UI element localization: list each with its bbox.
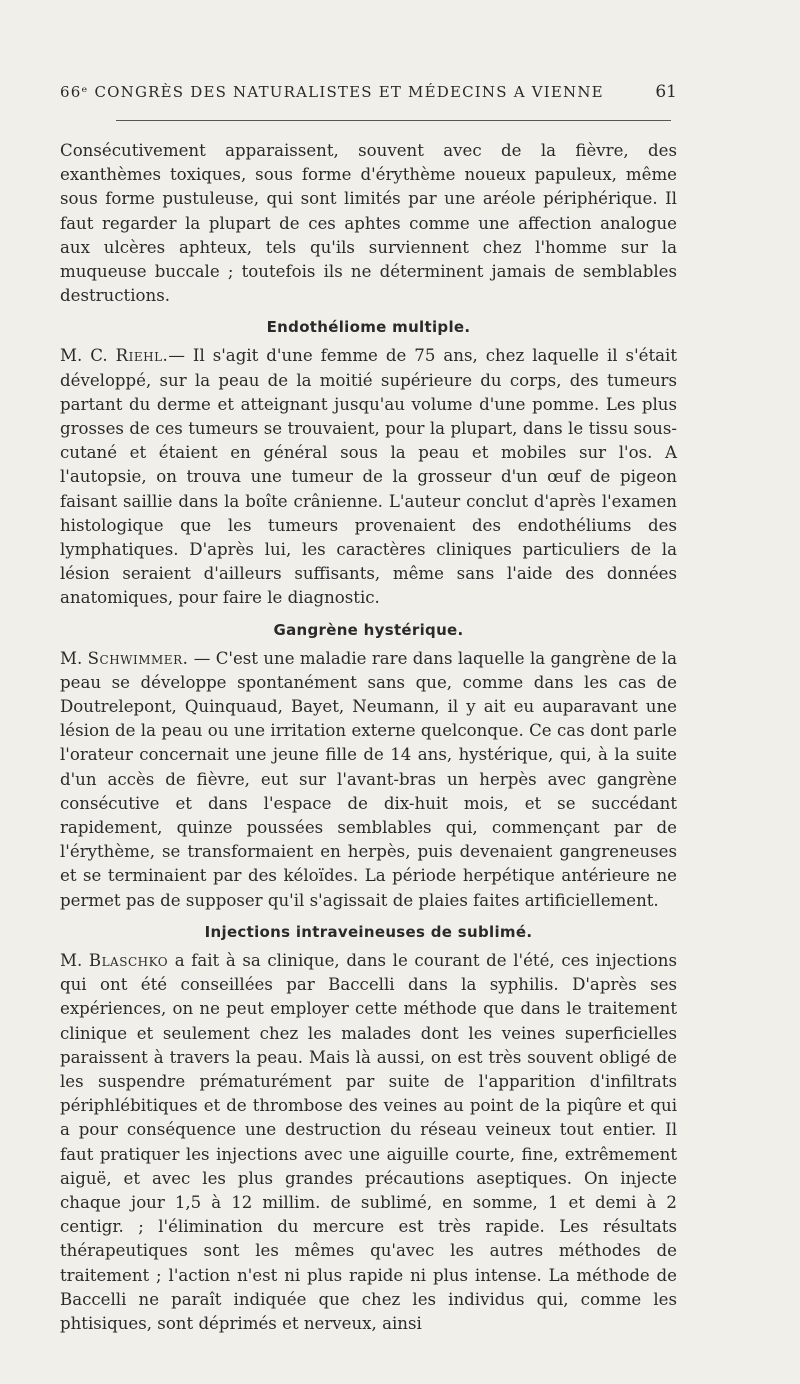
page xyxy=(60,82,677,1336)
author-prefix: M. xyxy=(60,648,88,668)
author-name: Schwimmer. xyxy=(87,648,189,668)
paragraph-text: a fait à sa clinique, dans le courant de l'été, ces injections qui ont été conseillées par Baccelli dans la syphilis. D'après ses expériences, on ne peut employer cette méthode que dans le traitement clinique et seulement chez les malades dont les veines superficielles paraissent à travers la peau. Mais là aussi, on est très souvent obligé de les suspendre prématurément par suite de l'apparition d'infiltrats périphlébitiques et de thrombose des veines au point de la piqûre et qui a pour conséquence une destruction du réseau veineux tout entier. Il faut pratiquer les injections avec une aiguille courte, fine, extrêmement aiguë, et avec les plus grandes précautions aseptiques. On injecte chaque jour 1,5 à 12 millim. de sublimé, en somme, 1 et demi à 2 centigr. ; l'élimination du mercure est très rapide. Les résultats thérapeutiques sont les mêmes qu'avec les autres méthodes de traitement ; l'action n'est ni plus rapide ni plus intense. La méthode de Baccelli ne paraît indiquée que chez les individus qui, comme les phtisiques, sont déprimés et nerveux, ainsi xyxy=(60,950,677,1333)
running-title: 66ᵉ CONGRÈS DES NATURALISTES ET MÉDECINS A VIENNE xyxy=(60,83,604,101)
section-title-endotheliome: Endothéliome multiple. xyxy=(266,318,471,337)
section-title-injections: Injections intraveineuses de sublimé. xyxy=(204,922,533,941)
body-text xyxy=(60,139,677,1336)
section-title-gangrene: Gangrène hystérique. xyxy=(273,620,464,639)
section-paragraph-injections xyxy=(60,949,677,1336)
author-name: Blaschko xyxy=(88,950,169,970)
paragraph-text: — Il s'agit d'une femme de 75 ans, chez laquelle il s'était développé, sur la peau de la moitié supérieure du corps, des tumeurs partant du derme et atteignant jusqu'au volume d'une pomme. Les plus grosses de ces tumeurs se trouvaient, pour la plupart, dans le tissu sous-cutané et étaient en général sous la peau et mobiles sur l'os. A l'autopsie, on trouva une tumeur de la grosseur d'un œuf de pigeon faisant saillie dans la boîte crânienne. L'auteur conclut d'après l'examen histologique que les tumeurs provenaient des endothéliums des lymphatiques. D'après lui, les caractères cliniques particuliers de la lésion seraient d'ailleurs suffisants, même sans l'aide des données anatomiques, pour faire le diagnostic. xyxy=(60,346,677,608)
header-rule xyxy=(116,120,671,121)
page-number: 61 xyxy=(655,82,677,102)
intro-paragraph: Consécutivement apparaissent, souvent avec de la fièvre, des exanthèmes toxiques, sous forme d'érythème noueux papuleux, même sous forme pustuleuse, qui sont limités par une aréole périphérique. Il faut regarder la plupart de ces aphtes comme une affection analogue aux ulcères aphteux, tels qu'ils surviennent chez l'homme sur la muqueuse buccale ; toutefois ils ne déterminent jamais de semblables destructions. xyxy=(60,141,677,306)
author-prefix: M. xyxy=(60,950,89,970)
author-name: Riehl. xyxy=(115,346,169,366)
section-paragraph-endotheliome xyxy=(60,344,677,610)
author-prefix: M. C. xyxy=(60,346,116,366)
running-head xyxy=(60,82,677,106)
paragraph-text: — C'est une maladie rare dans laquelle la gangrène de la peau se développe spontanément sans que, comme dans les cas de Doutrelepont, Quinquaud, Bayet, Neumann, il y ait eu auparavant une lésion de la peau ou une irritation externe quelconque. Ce cas dont parle l'orateur concernait une jeune fille de 14 ans, hystérique, qui, à la suite d'un accès de fièvre, eut sur l'avant-bras un herpès avec gangrène consécutive et dans l'espace de dix-huit mois, et se succédant rapidement, quinze poussées semblables qui, commençant par de l'érythème, se transformaient en herpès, puis devenaient gangreneuses et se terminaient par des kéloïdes. La période herpétique antérieure ne permet pas de supposer qu'il s'agissait de plaies faites artificiellement. xyxy=(60,648,677,910)
section-paragraph-gangrene xyxy=(60,647,677,913)
